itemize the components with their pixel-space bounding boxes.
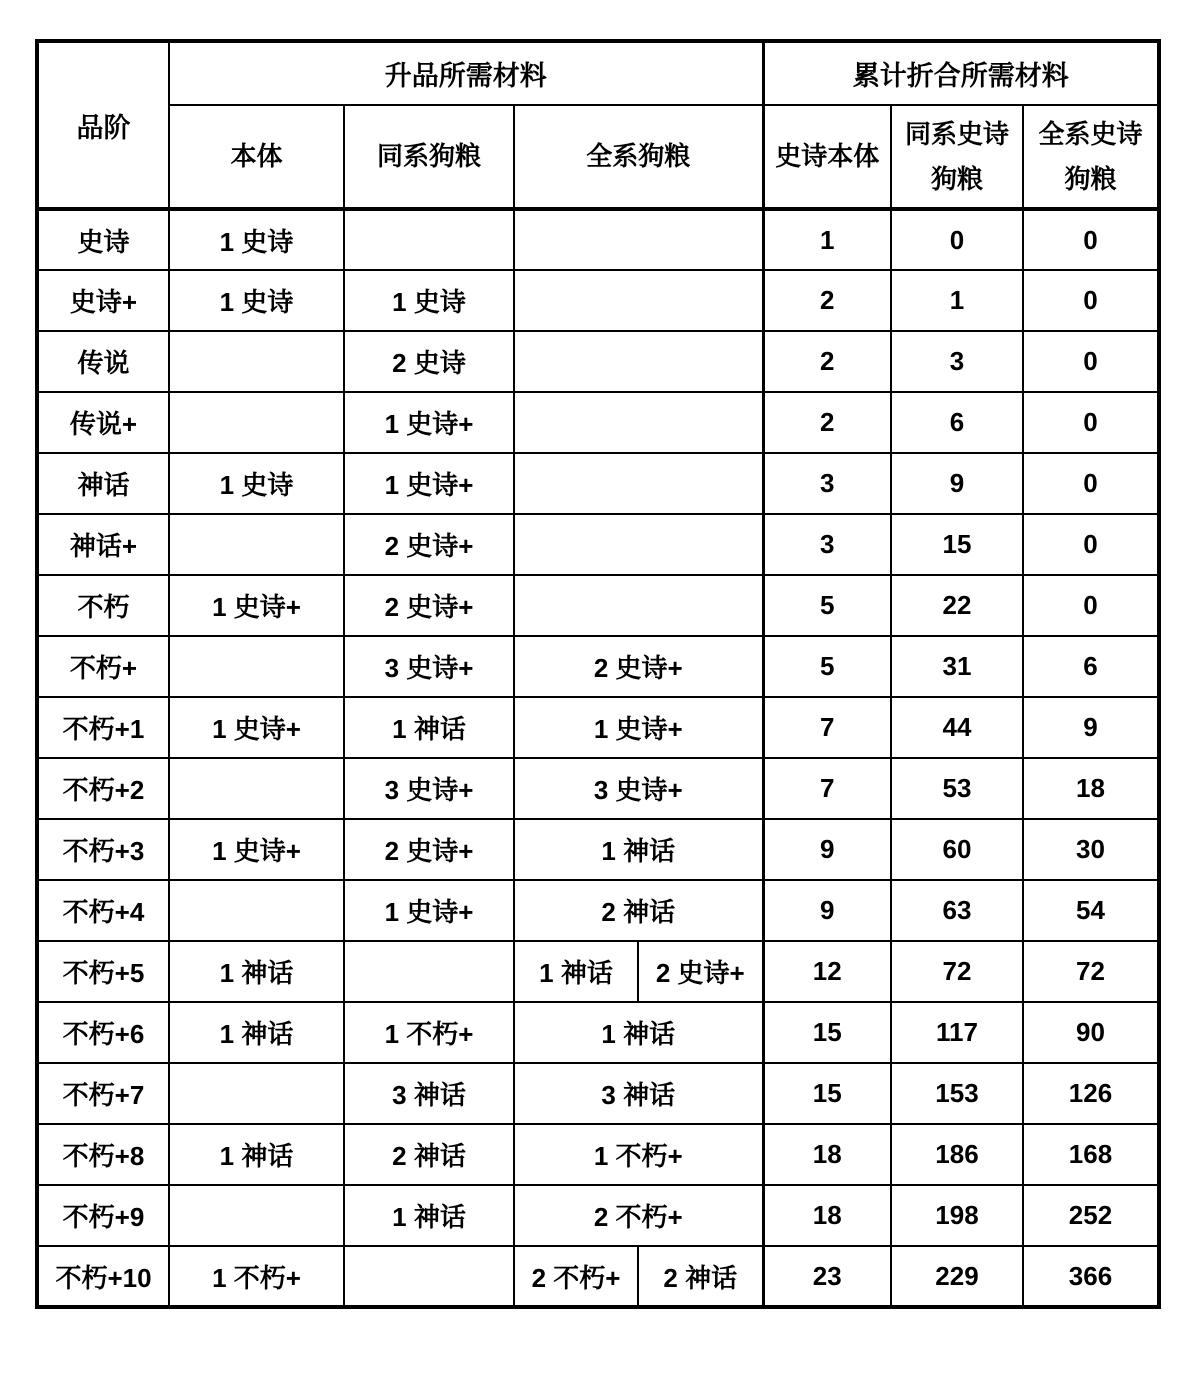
epic-same-series-cell: 31 xyxy=(891,636,1023,697)
epic-same-series-cell: 229 xyxy=(891,1246,1023,1307)
benti-cell: 1 史诗 xyxy=(169,270,344,331)
all-series-right-cell: 2 史诗+ xyxy=(638,941,763,1002)
epic-benti-cell: 5 xyxy=(763,636,891,697)
all-series-cell: 3 史诗+ xyxy=(514,758,763,819)
epic-same-series-cell: 22 xyxy=(891,575,1023,636)
epic-benti-cell: 2 xyxy=(763,331,891,392)
same-series-cell: 2 神话 xyxy=(344,1124,514,1185)
benti-cell: 1 史诗 xyxy=(169,453,344,514)
epic-benti-cell: 5 xyxy=(763,575,891,636)
rank-cell: 不朽+8 xyxy=(37,1124,169,1185)
rank-cell: 不朽+3 xyxy=(37,819,169,880)
all-series-cell: 2 神话 xyxy=(514,880,763,941)
epic-benti-cell: 9 xyxy=(763,819,891,880)
table-row xyxy=(37,575,1159,636)
epic-all-series-column-header: 全系史诗狗粮 xyxy=(1023,105,1159,209)
epic-same-series-cell: 15 xyxy=(891,514,1023,575)
rank-cell: 传说 xyxy=(37,331,169,392)
epic-benti-cell: 18 xyxy=(763,1185,891,1246)
same-series-cell xyxy=(344,1246,514,1307)
table-row xyxy=(37,270,1159,331)
same-series-cell: 2 史诗+ xyxy=(344,514,514,575)
benti-cell xyxy=(169,880,344,941)
rank-cell: 不朽+2 xyxy=(37,758,169,819)
rank-cell: 不朽+ xyxy=(37,636,169,697)
rank-cell: 不朽+9 xyxy=(37,1185,169,1246)
table-row xyxy=(37,941,1159,1002)
rank-cell: 不朽+7 xyxy=(37,1063,169,1124)
all-series-cell xyxy=(514,575,763,636)
same-series-cell: 1 史诗+ xyxy=(344,453,514,514)
all-series-left-cell: 1 神话 xyxy=(514,941,638,1002)
same-series-cell xyxy=(344,941,514,1002)
benti-cell: 1 神话 xyxy=(169,941,344,1002)
same-series-cell: 1 神话 xyxy=(344,697,514,758)
epic-all-series-cell: 0 xyxy=(1023,453,1159,514)
epic-same-series-cell: 198 xyxy=(891,1185,1023,1246)
epic-same-series-cell: 6 xyxy=(891,392,1023,453)
epic-all-series-cell: 252 xyxy=(1023,1185,1159,1246)
rank-cell: 不朽+10 xyxy=(37,1246,169,1307)
rank-column-header: 品阶 xyxy=(37,41,169,209)
table-row xyxy=(37,1002,1159,1063)
epic-benti-cell: 7 xyxy=(763,697,891,758)
all-series-cell xyxy=(514,392,763,453)
rank-cell: 不朽+5 xyxy=(37,941,169,1002)
same-series-cell: 3 史诗+ xyxy=(344,758,514,819)
cumulative-group-header: 累计折合所需材料 xyxy=(763,41,1159,105)
epic-all-series-cell: 6 xyxy=(1023,636,1159,697)
table-header xyxy=(37,41,1159,209)
all-series-cell xyxy=(514,514,763,575)
same-series-cell: 1 史诗+ xyxy=(344,880,514,941)
epic-all-series-cell: 126 xyxy=(1023,1063,1159,1124)
epic-all-series-cell: 30 xyxy=(1023,819,1159,880)
epic-benti-cell: 12 xyxy=(763,941,891,1002)
epic-all-series-cell: 0 xyxy=(1023,392,1159,453)
epic-same-series-cell: 3 xyxy=(891,331,1023,392)
benti-cell: 1 史诗+ xyxy=(169,575,344,636)
benti-cell xyxy=(169,1063,344,1124)
epic-same-series-cell: 53 xyxy=(891,758,1023,819)
all-series-cell xyxy=(514,331,763,392)
same-series-cell: 2 史诗+ xyxy=(344,819,514,880)
benti-cell xyxy=(169,514,344,575)
same-series-cell: 3 神话 xyxy=(344,1063,514,1124)
benti-cell: 1 史诗 xyxy=(169,209,344,270)
benti-cell xyxy=(169,1185,344,1246)
benti-cell xyxy=(169,636,344,697)
header-sub-row xyxy=(37,105,1159,209)
rank-cell: 传说+ xyxy=(37,392,169,453)
table-row xyxy=(37,1063,1159,1124)
epic-same-series-cell: 63 xyxy=(891,880,1023,941)
benti-cell xyxy=(169,331,344,392)
table-row xyxy=(37,392,1159,453)
all-series-cell: 1 神话 xyxy=(514,1002,763,1063)
benti-cell xyxy=(169,758,344,819)
table-row xyxy=(37,1246,1159,1307)
benti-cell: 1 不朽+ xyxy=(169,1246,344,1307)
epic-benti-cell: 3 xyxy=(763,453,891,514)
table-row xyxy=(37,1124,1159,1185)
table-row xyxy=(37,880,1159,941)
epic-benti-cell: 2 xyxy=(763,270,891,331)
all-series-column-header: 全系狗粮 xyxy=(514,105,763,209)
same-series-cell: 1 神话 xyxy=(344,1185,514,1246)
benti-cell: 1 史诗+ xyxy=(169,819,344,880)
epic-all-series-cell: 72 xyxy=(1023,941,1159,1002)
benti-cell: 1 神话 xyxy=(169,1124,344,1185)
all-series-cell: 2 史诗+ xyxy=(514,636,763,697)
same-series-cell: 2 史诗+ xyxy=(344,575,514,636)
epic-all-series-cell: 54 xyxy=(1023,880,1159,941)
header-group-row xyxy=(37,41,1159,105)
rank-cell: 史诗 xyxy=(37,209,169,270)
all-series-cell: 1 不朽+ xyxy=(514,1124,763,1185)
epic-benti-cell: 23 xyxy=(763,1246,891,1307)
epic-benti-column-header: 史诗本体 xyxy=(763,105,891,209)
table-row xyxy=(37,514,1159,575)
epic-benti-cell: 15 xyxy=(763,1002,891,1063)
epic-same-series-cell: 9 xyxy=(891,453,1023,514)
table-row xyxy=(37,758,1159,819)
rank-cell: 不朽+1 xyxy=(37,697,169,758)
same-series-cell xyxy=(344,209,514,270)
all-series-right-cell: 2 神话 xyxy=(638,1246,763,1307)
epic-all-series-cell: 366 xyxy=(1023,1246,1159,1307)
epic-same-series-cell: 60 xyxy=(891,819,1023,880)
epic-same-series-column-header: 同系史诗狗粮 xyxy=(891,105,1023,209)
epic-all-series-cell: 0 xyxy=(1023,514,1159,575)
epic-benti-cell: 15 xyxy=(763,1063,891,1124)
epic-all-series-cell: 0 xyxy=(1023,331,1159,392)
epic-same-series-cell: 0 xyxy=(891,209,1023,270)
all-series-cell: 2 不朽+ xyxy=(514,1185,763,1246)
same-series-cell: 2 史诗 xyxy=(344,331,514,392)
epic-same-series-cell: 117 xyxy=(891,1002,1023,1063)
table-row xyxy=(37,819,1159,880)
epic-benti-cell: 1 xyxy=(763,209,891,270)
rank-cell: 神话 xyxy=(37,453,169,514)
epic-same-series-cell: 1 xyxy=(891,270,1023,331)
rank-cell: 史诗+ xyxy=(37,270,169,331)
benti-cell: 1 神话 xyxy=(169,1002,344,1063)
epic-benti-cell: 7 xyxy=(763,758,891,819)
benti-cell: 1 史诗+ xyxy=(169,697,344,758)
rank-cell: 不朽+6 xyxy=(37,1002,169,1063)
all-series-cell: 1 神话 xyxy=(514,819,763,880)
table-row xyxy=(37,453,1159,514)
all-series-cell: 3 神话 xyxy=(514,1063,763,1124)
epic-all-series-cell: 168 xyxy=(1023,1124,1159,1185)
epic-benti-cell: 3 xyxy=(763,514,891,575)
epic-same-series-cell: 44 xyxy=(891,697,1023,758)
upgrade-group-header: 升品所需材料 xyxy=(169,41,763,105)
table-body xyxy=(37,209,1159,1307)
all-series-cell xyxy=(514,270,763,331)
upgrade-materials-table xyxy=(35,39,1161,1309)
epic-same-series-cell: 72 xyxy=(891,941,1023,1002)
rank-cell: 不朽 xyxy=(37,575,169,636)
same-series-column-header: 同系狗粮 xyxy=(344,105,514,209)
same-series-cell: 3 史诗+ xyxy=(344,636,514,697)
same-series-cell: 1 史诗 xyxy=(344,270,514,331)
epic-same-series-cell: 153 xyxy=(891,1063,1023,1124)
same-series-cell: 1 不朽+ xyxy=(344,1002,514,1063)
epic-all-series-cell: 18 xyxy=(1023,758,1159,819)
epic-all-series-cell: 0 xyxy=(1023,575,1159,636)
table-row xyxy=(37,331,1159,392)
epic-benti-cell: 9 xyxy=(763,880,891,941)
all-series-left-cell: 2 不朽+ xyxy=(514,1246,638,1307)
all-series-cell xyxy=(514,453,763,514)
all-series-cell xyxy=(514,209,763,270)
table-row xyxy=(37,697,1159,758)
epic-benti-cell: 2 xyxy=(763,392,891,453)
table-row xyxy=(37,636,1159,697)
benti-column-header: 本体 xyxy=(169,105,344,209)
epic-all-series-cell: 0 xyxy=(1023,270,1159,331)
epic-all-series-cell: 90 xyxy=(1023,1002,1159,1063)
benti-cell xyxy=(169,392,344,453)
epic-benti-cell: 18 xyxy=(763,1124,891,1185)
same-series-cell: 1 史诗+ xyxy=(344,392,514,453)
table-row xyxy=(37,1185,1159,1246)
epic-same-series-cell: 186 xyxy=(891,1124,1023,1185)
rank-cell: 不朽+4 xyxy=(37,880,169,941)
rank-cell: 神话+ xyxy=(37,514,169,575)
table-row xyxy=(37,209,1159,270)
epic-all-series-cell: 9 xyxy=(1023,697,1159,758)
all-series-cell: 1 史诗+ xyxy=(514,697,763,758)
epic-all-series-cell: 0 xyxy=(1023,209,1159,270)
